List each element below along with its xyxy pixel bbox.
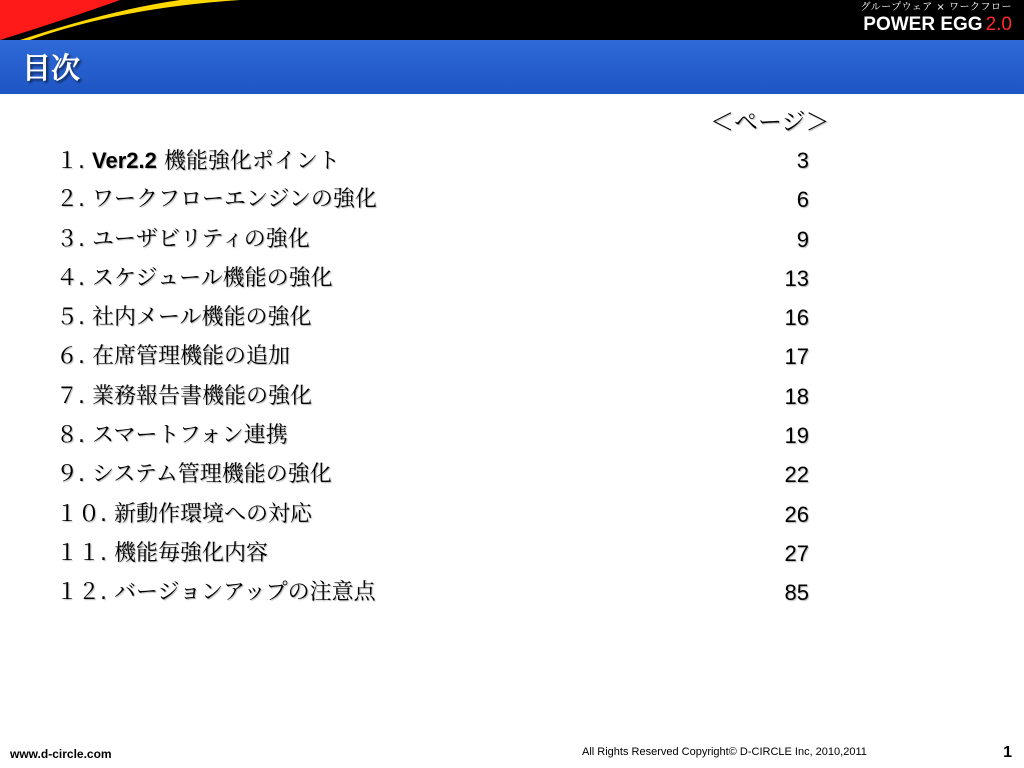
brand-logo — [860, 2, 1012, 36]
toc-item — [56, 143, 836, 182]
toc-item-page: 3 — [796, 148, 809, 173]
toc-item-text: 社内メール機能の強化 — [92, 305, 312, 331]
toc-item-page: 17 — [784, 344, 809, 370]
toc-item-number: ３. — [56, 226, 85, 252]
toc-item-title — [56, 418, 288, 454]
toc-item-text: 在席管理機能の追加 — [92, 344, 291, 370]
toc-item-text: ワークフローエンジンの強化 — [92, 187, 377, 213]
toc-item-number: １０. — [56, 501, 107, 527]
title-bar — [0, 40, 1024, 94]
brand-name-text: POWER EGG — [863, 14, 983, 35]
toc-item-page: 19 — [784, 423, 809, 449]
toc-item-page: 6 — [796, 187, 809, 213]
toc-item-number: １. — [56, 149, 85, 174]
toc-item-text: 業務報告書機能の強化 — [92, 383, 313, 409]
toc-item-page: 13 — [784, 265, 809, 291]
slide-number: 1 — [1003, 744, 1012, 761]
toc-item-title — [56, 457, 332, 493]
toc-item-number: １２. — [56, 580, 107, 606]
toc-item — [56, 418, 836, 457]
toc-item — [56, 300, 836, 339]
toc-item-title — [56, 339, 290, 375]
toc-item-text: ユーザビリティの強化 — [92, 226, 310, 252]
brand-swoosh-graphic — [0, 0, 240, 40]
toc-item-page: 26 — [784, 501, 809, 527]
toc-item-title — [56, 222, 310, 258]
toc-item-number: １１. — [56, 540, 107, 566]
toc-item-number: ４. — [56, 265, 85, 291]
toc-item-page: 22 — [784, 462, 809, 488]
toc-item-title — [56, 536, 268, 572]
toc-item-number: ５. — [56, 305, 85, 331]
footer-copyright: All Rights Reserved Copyright© D-CIRCLE Inc, 2010,2011 — [582, 746, 867, 758]
toc-item-page: 16 — [784, 305, 809, 331]
toc-item-title — [56, 300, 312, 336]
toc-item-page: 27 — [784, 540, 809, 566]
toc-item-page: 85 — [784, 580, 809, 606]
toc-item-text: スマートフォン連携 — [92, 423, 288, 449]
toc-item — [56, 182, 836, 221]
toc-item — [56, 261, 836, 300]
toc-item-title — [56, 575, 376, 611]
toc-item-text: システム管理機能の強化 — [92, 462, 332, 488]
toc-item-text: バージョンアップの注意点 — [114, 580, 376, 606]
toc-item-title — [56, 379, 312, 415]
brand-subtitle: グループウェア × ワークフロー — [860, 2, 1012, 13]
toc-item-number: ２. — [56, 187, 85, 213]
toc-item-title — [56, 143, 340, 180]
toc-item-text: 新動作環境への対応 — [114, 501, 313, 527]
toc-item-title — [56, 182, 377, 218]
toc-item — [56, 339, 836, 378]
toc-item-title — [56, 261, 333, 297]
toc-item — [56, 222, 836, 261]
page-title: 目次 — [22, 51, 81, 85]
toc-item-version: Ver2.2 — [92, 148, 157, 173]
toc-item-number: ９. — [56, 462, 85, 488]
toc-item — [56, 497, 836, 536]
toc-item-number: ８. — [56, 423, 85, 449]
toc-item-text: 機能強化ポイント — [163, 149, 340, 174]
toc-item-text: 機能毎強化内容 — [114, 540, 269, 566]
toc-item — [56, 379, 836, 418]
toc-item-page: 9 — [796, 226, 809, 252]
brand-name — [860, 14, 1012, 36]
toc-item-title — [56, 497, 312, 533]
brand-version: 2.0 — [985, 14, 1012, 35]
table-of-contents — [56, 143, 836, 615]
toc-item-page: 18 — [784, 383, 809, 409]
toc-item — [56, 536, 836, 575]
toc-item-number: ６. — [56, 344, 85, 370]
page-column-header: ＜ページ＞ — [710, 108, 830, 136]
header-bar — [0, 0, 1024, 40]
toc-item-number: ７. — [56, 383, 85, 409]
toc-item — [56, 457, 836, 496]
toc-item — [56, 575, 836, 614]
toc-item-text: スケジュール機能の強化 — [92, 265, 333, 291]
footer-url: www.d-circle.com — [10, 747, 112, 761]
